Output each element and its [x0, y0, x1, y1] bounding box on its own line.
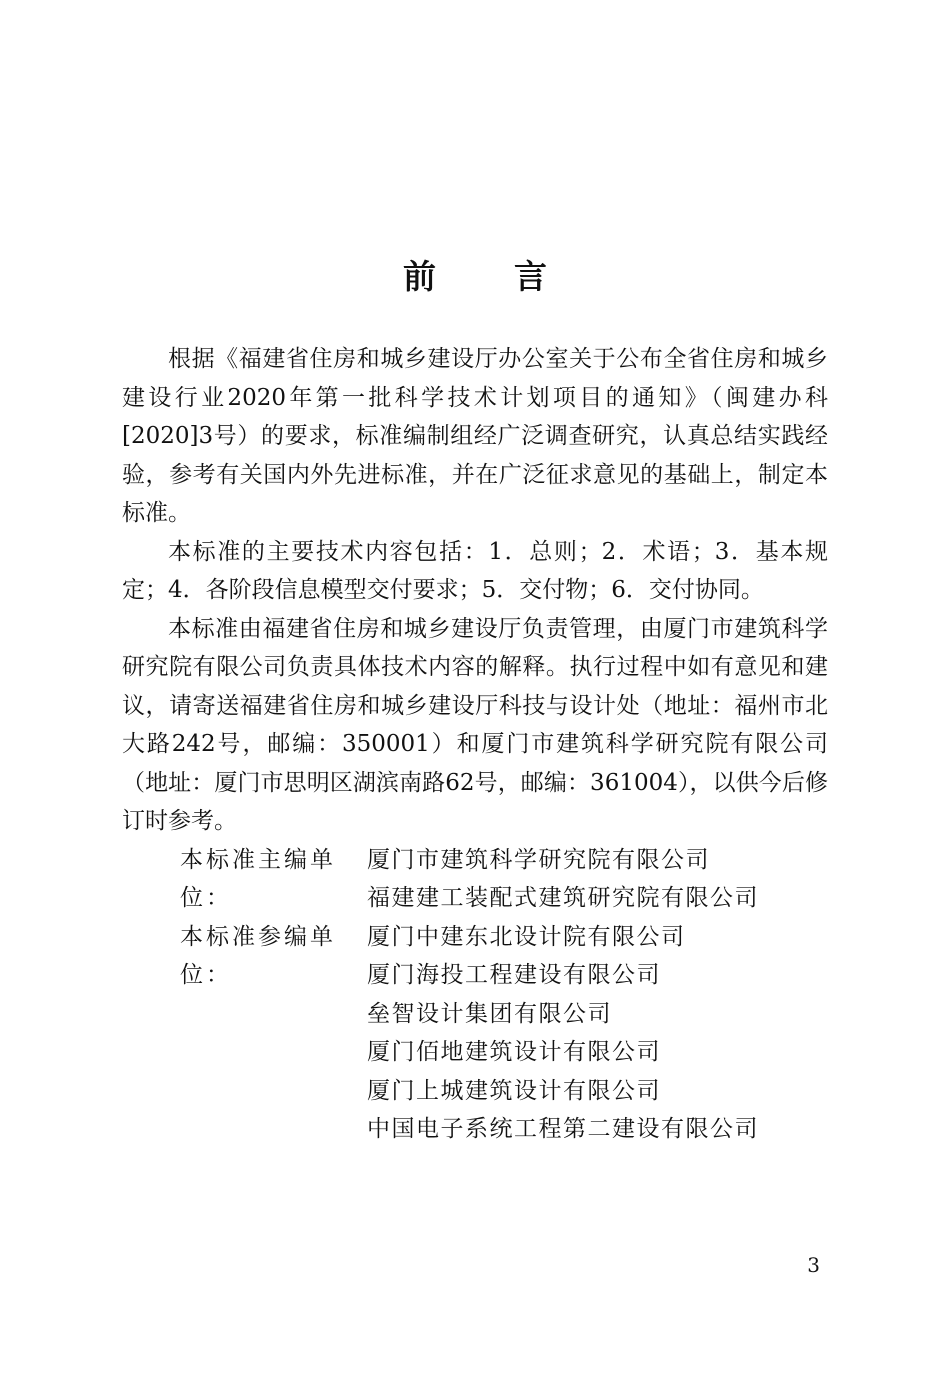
participating-units-list [367, 918, 828, 1149]
paragraph-contents: 本标准的主要技术内容包括：1．总则；2．术语；3．基本规定；4．各阶段信息模型交付要求；5．交付物；6．交付协同。 [122, 538, 828, 603]
page-title: 前言 [403, 257, 625, 296]
preface-body [122, 340, 828, 1149]
list-item: 厦门市建筑科学研究院有限公司 [367, 846, 710, 873]
list-item: 厦门海投工程建设有限公司 [367, 962, 661, 988]
chief-units-list [367, 841, 828, 918]
paragraph-basis: 根据《福建省住房和城乡建设厅办公室关于公布全省住房和城乡建设行业2020年第一批科学技术计划项目的通知》（闽建办科[2020]3号）的要求，标准编制组经广泛调查研究，认真总结实践经验，参考有关国内外先进标准，并在广泛征求意见的基础上，制定本标准。 [122, 346, 828, 526]
list-item: 福建建工装配式建筑研究院有限公司 [367, 885, 759, 911]
list-item: 垒智设计集团有限公司 [367, 1000, 612, 1027]
list-item: 厦门佰地建筑设计有限公司 [367, 1039, 661, 1065]
list-item: 厦门中建东北设计院有限公司 [367, 923, 686, 950]
chief-units-row [122, 841, 828, 918]
chief-units-label: 本标准主编单位： [180, 846, 336, 911]
editing-units [122, 841, 828, 1149]
list-item: 中国电子系统工程第二建设有限公司 [367, 1116, 759, 1142]
list-item: 厦门上城建筑设计有限公司 [367, 1077, 661, 1104]
page-number: 3 [807, 1253, 820, 1277]
paragraph-management: 本标准由福建省住房和城乡建设厅负责管理，由厦门市建筑科学研究院有限公司负责具体技术内容的解释。执行过程中如有意见和建议，请寄送福建省住房和城乡建设厅科技与设计处（地址：福州市北大路242号，邮编：350001）和厦门市建筑科学研究院有限公司（地址：厦门市思明区湖滨南路62号，邮编：361004），以供今后修订时参考。 [122, 615, 828, 834]
participating-units-label: 本标准参编单位： [180, 923, 336, 988]
participating-units-row [122, 918, 828, 1149]
